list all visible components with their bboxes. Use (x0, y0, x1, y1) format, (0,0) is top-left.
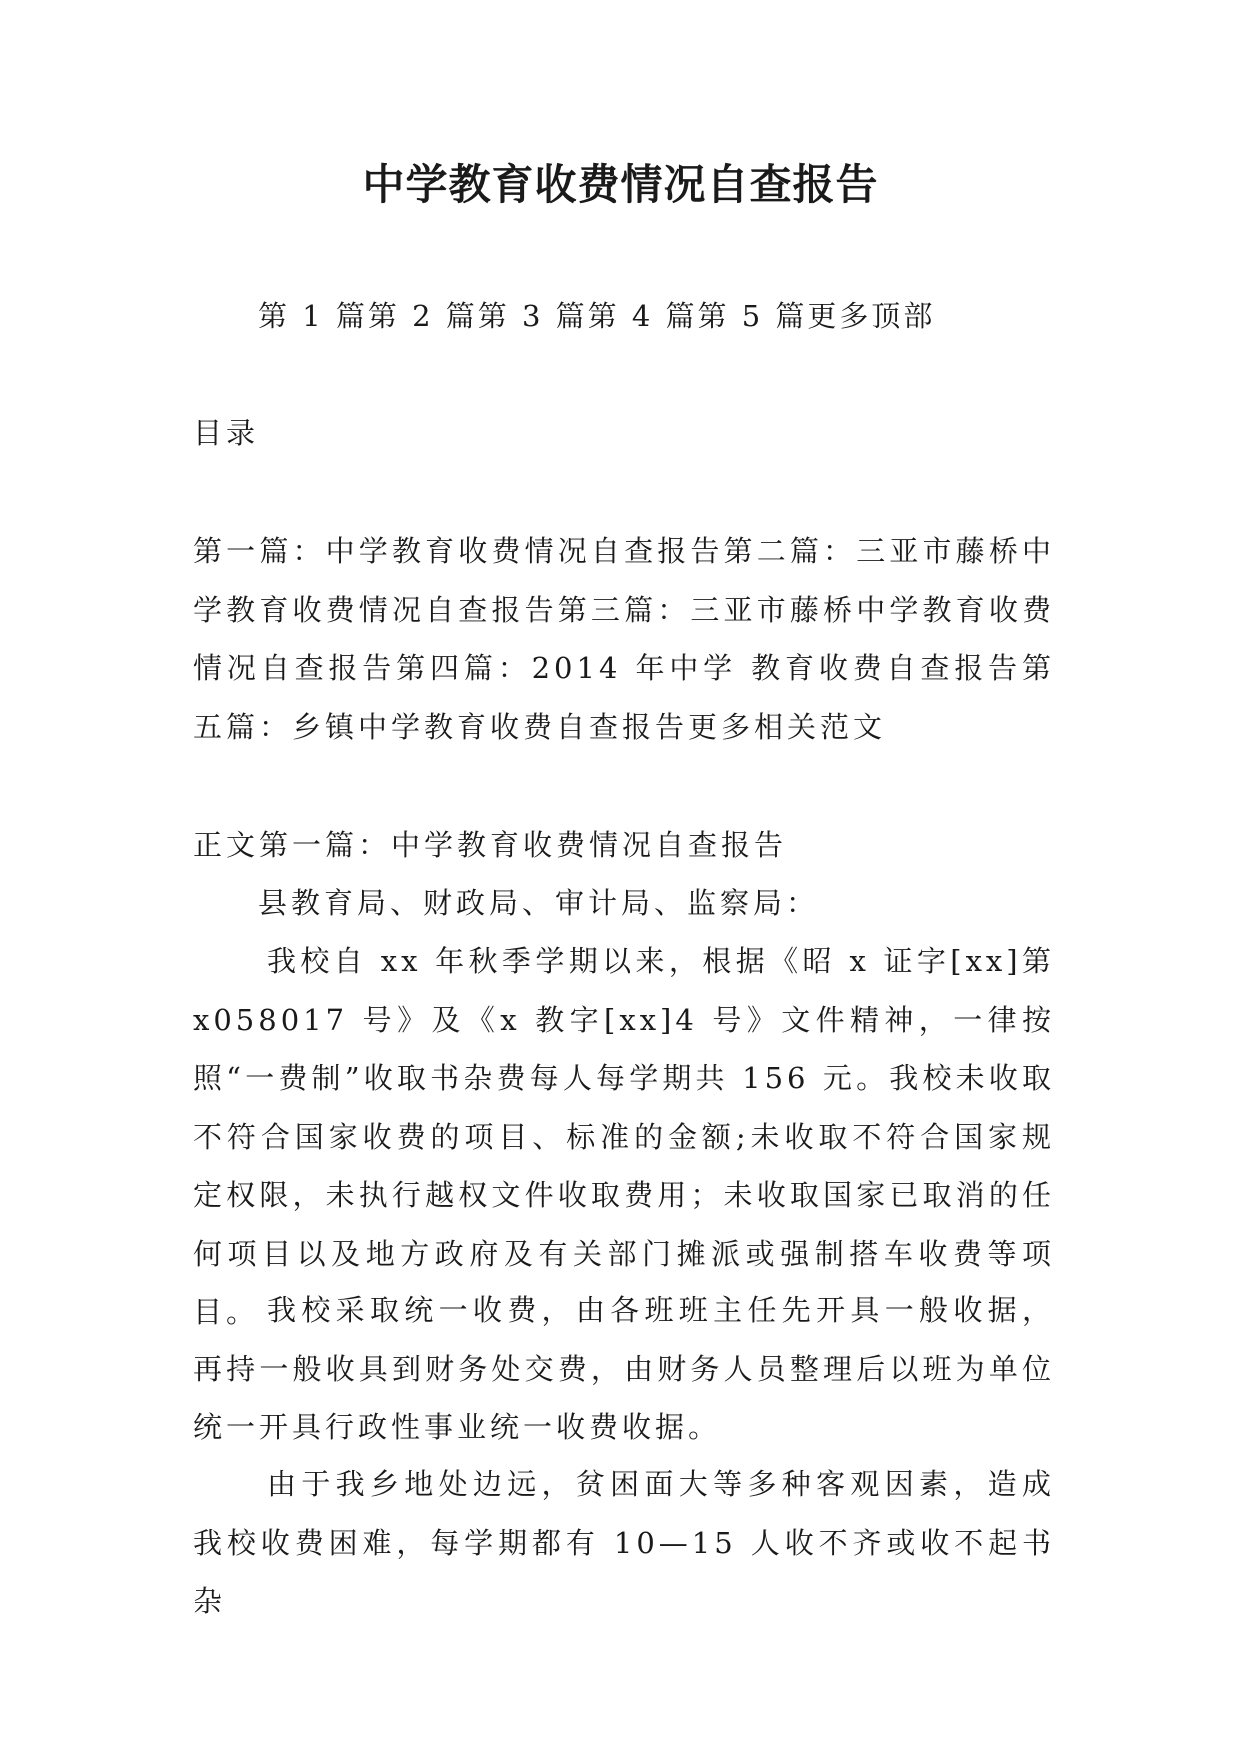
document-title: 中学教育收费情况自查报告 (362, 160, 879, 209)
addressee-line: 县教育局、财政局、审计局、监察局： (258, 886, 820, 920)
body-paragraph-3: 由于我乡地处边远，贫困面大等多种客观因素，造成我校收费困难，每学期都有 10—15 人收不齐或收不起书杂 (193, 1467, 1055, 1618)
body-paragraph-1: 我校自 xx 年秋季学期以来，根据《昭 x 证字[xx]第 x058017 号》及《x 教字[xx]4 号》文件精神，一律按照“一费制”收取书杂费每人每学期共 156 元。我校未收取不符合国家收费的项目、标准的金额;未收取不符合国家规定权限，未执行越权文件收取费用；未收取国家已取消的任何项目以及地方政府及有关部门摊派或强制搭车收费等项目。 (193, 944, 1055, 1329)
toc-list: 第一篇：中学教育收费情况自查报告第二篇：三亚市藤桥中学教育收费情况自查报告第三篇：三亚市藤桥中学教育收费情况自查报告第四篇：2014 年中学 教育收费自查报告第五篇：乡镇中学教育收费自查报告更多相关范文 (193, 534, 1055, 744)
article-nav-links[interactable]: 第 1 篇第 2 篇第 3 篇第 4 篇第 5 篇更多顶部 (258, 299, 936, 333)
body-paragraph-2: 我校采取统一收费，由各班班主任先开具一般收据，再持一般收具到财务处交费，由财务人员整理后以班为单位统一开具行政性事业统一收费收据。 (193, 1293, 1055, 1444)
toc-label: 目录 (193, 416, 260, 450)
body-heading: 正文第一篇：中学教育收费情况自查报告 (193, 828, 788, 862)
